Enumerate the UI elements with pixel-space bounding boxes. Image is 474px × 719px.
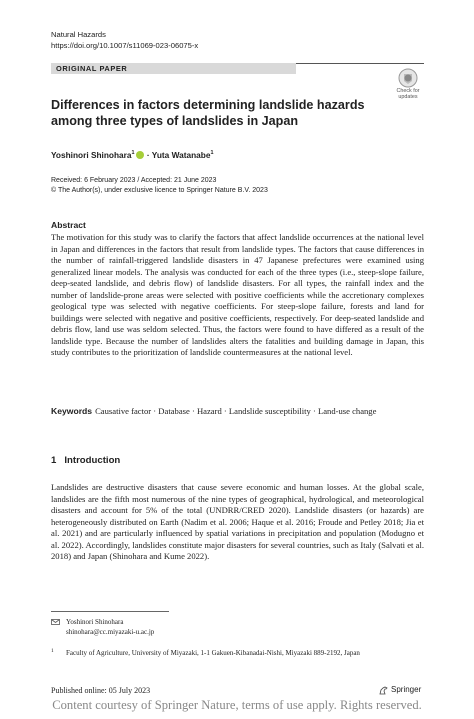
copyright-notice: © The Author(s), under exclusive licence to Springer Nature B.V. 2023 — [51, 187, 268, 194]
check-for-updates-label[interactable]: Check for updates — [396, 88, 420, 100]
abstract-heading: Abstract — [51, 220, 86, 230]
corresponding-author-name: Yoshinori Shinohara — [66, 618, 124, 626]
section-number: 1 — [51, 455, 57, 466]
author-list — [51, 148, 213, 161]
paper-title: Differences in factors determining landslide hazards among three types of landslides in Japan — [51, 98, 365, 128]
doi-link[interactable]: https://doi.org/10.1007/s11069-023-06075-x — [51, 41, 199, 50]
courtesy-watermark: Content courtesy of Springer Nature, terms of use apply. Rights reserved. — [52, 698, 422, 712]
corresponding-author-email[interactable]: shinohara@cc.miyazaki-u.ac.jp — [66, 628, 155, 636]
article-type-label: ORIGINAL PAPER — [56, 64, 128, 73]
received-accepted-dates: Received: 6 February 2023 / Accepted: 21 June 2023 — [51, 177, 217, 184]
keywords-label: Keywords — [51, 406, 93, 416]
author-name[interactable]: Yoshinori Shinohara — [51, 149, 132, 160]
keywords — [51, 406, 424, 418]
header-rule — [296, 63, 424, 64]
affiliation-marker: 1 — [131, 150, 135, 156]
author-separator: · — [144, 149, 152, 160]
introduction-text: Landslides are destructive disasters that cause severe economic and human losses. At the global scale, landslides are the fifth most numerous of the nine types of geographical, hydrological, and meteorological disasters and account for 5% of the total (UNDRR/CRED 2020). Landslide disasters (or hazards) are heterogeneously distributed on Earth (Nadim et al. 2006; Haque et al. 2016; Froude and Petley 2018; Jia et al. 2021) and are particularly influenced by spatial variations in precipitation and population (Modugno et al. 2022). Accordingly, landslides constitute major disasters for several countries, such as Italy (Salvati et al. 2018) and Japan (Shinohara and Kume 2022). — [51, 482, 424, 561]
section-heading — [51, 455, 120, 467]
footnote-rule — [51, 611, 169, 612]
section-title: Introduction — [64, 455, 121, 466]
abstract-text: The motivation for this study was to clarify the factors that affect landslide occurrences at the national level in Japan and differences in the factors that result from landslide types. The factors that cause differences in the number of rainfall-triggered landslide disasters in 47 Japanese prefectures were examined using generalized linear models. The analysis was conducted for each of the three types (i.e., steep-slope failure, deep-seated landslide, and debris flow) of landslide disasters. For all types, the rainfall index and the number of landslide-prone areas were selected with positive coefficients while the accretionary complexes geological type was selected with negative coefficients. For steep-slope failure, forests and land for buildings were selected with negative and positive coefficients, respectively. For deep-seated landslide and debris flow, land use was seldom selected. Thus, the factors were found to have differed as a result of the landslide type. Because the number of landslides alters the fatalities and building damage in Japan, this study contributes to the prioritization of landslide countermeasures at the national level. — [51, 232, 424, 357]
affiliation-text: Faculty of Agriculture, University of Miyazaki, 1-1 Gakuen-Kibanadai-Nishi, Miyazaki 889-2192, Japan — [66, 649, 360, 657]
publisher-name: Springer — [391, 685, 422, 694]
journal-name: Natural Hazards — [51, 30, 106, 39]
affiliation-marker: 1 — [210, 150, 214, 156]
affiliation-number: 1 — [51, 648, 54, 654]
published-date: Published online: 05 July 2023 — [51, 686, 151, 695]
orcid-icon[interactable] — [136, 151, 144, 159]
mail-icon — [51, 619, 60, 625]
springer-horse-icon — [379, 686, 388, 695]
author-name[interactable]: Yuta Watanabe — [151, 149, 211, 160]
keywords-list: Causative factor · Database · Hazard · Landslide susceptibility · Land-use change — [95, 406, 377, 416]
